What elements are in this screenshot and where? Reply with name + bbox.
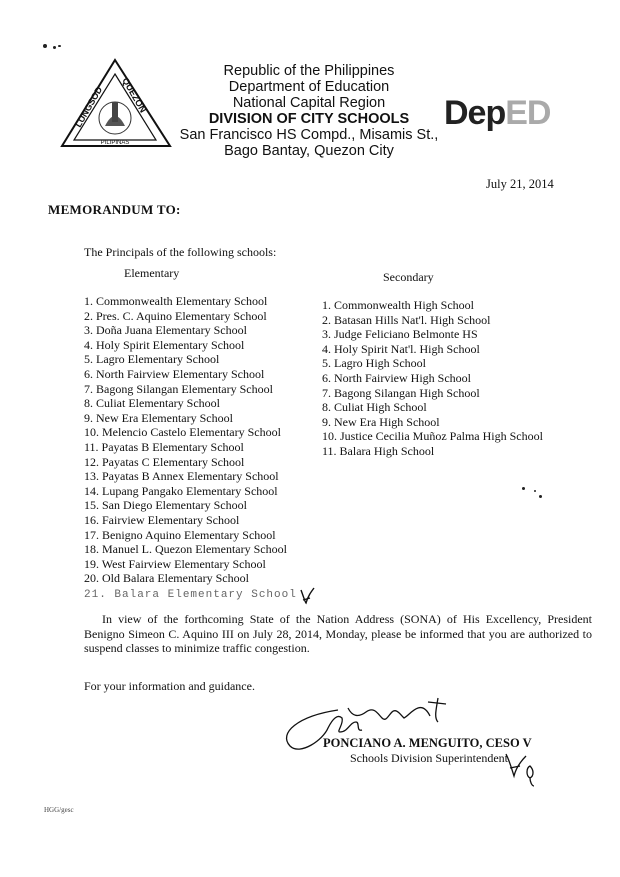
- scan-speck: [539, 495, 542, 498]
- scan-speck: [53, 46, 56, 49]
- memo-body-paragraph: In view of the forthcoming State of the Nation Address (SONA) of His Excellency, President Benigno Simeon C. Aquino III on July 28, 2014, Monday, please be informed that you are authorized to suspend classes to minimize traffic congestion.: [84, 612, 592, 655]
- list-item: 3. Judge Feliciano Belmonte HS: [322, 327, 478, 342]
- list-item: 4. Holy Spirit Elementary School: [84, 337, 245, 352]
- signatory-name: PONCIANO A. MENGUITO, CESO V: [323, 736, 532, 750]
- list-item: 9. New Era High School: [322, 414, 440, 429]
- svg-text:PILIPINAS: PILIPINAS: [100, 140, 130, 146]
- list-item: 20. Old Balara Elementary School: [84, 571, 249, 586]
- list-item: 9. New Era Elementary School: [84, 410, 233, 425]
- list-item: 19. West Fairview Elementary School: [84, 556, 266, 571]
- list-item: 18. Manuel L. Quezon Elementary School: [84, 542, 287, 557]
- list-item: 3. Doña Juana Elementary School: [84, 323, 247, 338]
- scan-speck: [58, 45, 61, 47]
- memo-title: MEMORANDUM TO:: [48, 202, 181, 217]
- memo-date: July 21, 2014: [486, 177, 554, 191]
- elementary-heading: Elementary: [124, 266, 180, 280]
- header-division: DIVISION OF CITY SCHOOLS: [208, 111, 410, 127]
- list-item: 15. San Diego Elementary School: [84, 498, 247, 513]
- list-item: 7. Bagong Silangan High School: [322, 385, 480, 400]
- list-item: 13. Payatas B Annex Elementary School: [84, 469, 279, 484]
- deped-logo: DepED: [444, 94, 551, 132]
- list-item: 8. Culiat High School: [322, 400, 427, 415]
- list-item: 5. Lagro High School: [322, 356, 426, 371]
- list-item: 11. Payatas B Elementary School: [84, 439, 244, 454]
- list-item: 8. Culiat Elementary School: [84, 396, 220, 411]
- deped-logo-dep: Dep: [444, 94, 506, 132]
- list-item: 1. Commonwealth High School: [322, 298, 474, 312]
- list-item: 6. North Fairview Elementary School: [84, 366, 265, 381]
- header-address-1: San Francisco HS Compd., Misamis St.,: [179, 127, 439, 143]
- memo-closing: For your information and guidance.: [84, 679, 255, 693]
- elementary-list: [84, 294, 324, 586]
- secondary-heading: Secondary: [383, 270, 434, 284]
- list-item: 6. North Fairview High School: [322, 370, 471, 385]
- initial-mark-icon: [502, 748, 542, 793]
- list-item: 10. Justice Cecilia Muñoz Palma High School: [322, 429, 543, 444]
- scan-speck: [522, 487, 525, 490]
- quezon-city-seal: [58, 56, 176, 156]
- footer-initials: HGG/gesc: [44, 806, 74, 814]
- checkmark-icon: [298, 586, 316, 611]
- list-item: 4. Holy Spirit Nat'l. High School: [322, 341, 480, 356]
- scan-speck: [43, 44, 47, 48]
- list-item: 7. Bagong Silangan Elementary School: [84, 381, 273, 396]
- header-republic: Republic of the Philippines: [223, 63, 395, 79]
- list-item: 2. Pres. C. Aquino Elementary School: [84, 308, 267, 323]
- list-item: 1. Commonwealth Elementary School: [84, 294, 268, 308]
- list-item: 2. Batasan Hills Nat'l. High School: [322, 312, 491, 327]
- list-item: 17. Benigno Aquino Elementary School: [84, 527, 276, 542]
- svg-text:LUNGSOD: LUNGSOD: [73, 85, 105, 129]
- list-item: 10. Melencio Castelo Elementary School: [84, 425, 281, 440]
- list-item: 5. Lagro Elementary School: [84, 352, 220, 367]
- memo-intro: The Principals of the following schools:: [84, 245, 277, 259]
- added-list-item: 21. Balara Elementary School: [84, 589, 297, 601]
- scan-speck: [534, 490, 536, 492]
- secondary-list: [322, 298, 592, 459]
- signatory-title: Schools Division Superintendent: [350, 751, 508, 765]
- list-item: 16. Fairview Elementary School: [84, 512, 240, 527]
- list-item: 12. Payatas C Elementary School: [84, 454, 245, 469]
- header-address-2: Bago Bantay, Quezon City: [224, 143, 394, 159]
- header-region: National Capital Region: [232, 95, 386, 111]
- list-item: 11. Balara High School: [322, 443, 435, 458]
- header-department: Department of Education: [228, 79, 390, 95]
- list-item: 14. Lupang Pangako Elementary School: [84, 483, 278, 498]
- svg-text:QUEZON: QUEZON: [120, 76, 149, 115]
